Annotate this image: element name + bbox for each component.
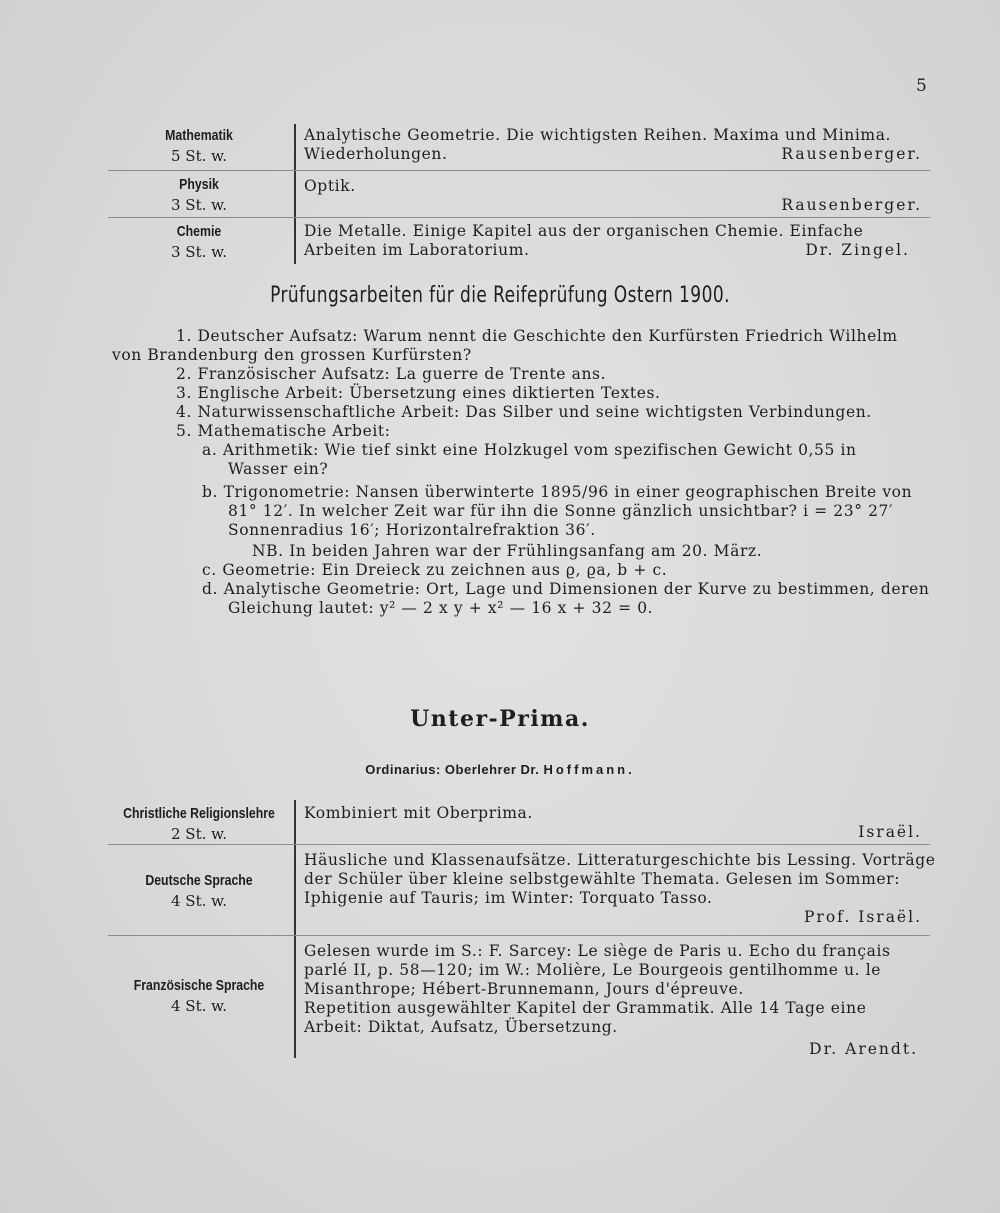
math-task: d. Analytische Geometrie: Ort, Lage und Dimensionen der Kurve zu bestimmen, deren	[202, 580, 930, 598]
math-task: b. Trigonometrie: Nansen überwinterte 1895/96 in einer geographischen Breite von	[202, 483, 913, 501]
subject-name: Chemie	[176, 223, 222, 240]
math-task: a. Arithmetik: Wie tief sinkt eine Holzkugel vom spezifischen Gewicht 0,55 in	[202, 441, 857, 459]
page-number: 5	[916, 76, 927, 96]
content-line: parlé II, p. 58—120; im W.: Molière, Le Bourgeois gentilhomme u. le	[304, 961, 882, 979]
class-heading: Unter-Prima.	[410, 706, 590, 732]
content-line: Wiederholungen.	[304, 145, 448, 163]
subject-hours: 4 St. w.	[171, 892, 227, 910]
subject-hours: 4 St. w.	[171, 997, 227, 1015]
math-task-continued: Sonnenradius 16′; Horizontalrefraktion 36′.	[228, 521, 596, 539]
subject-hours: 2 St. w.	[171, 825, 227, 843]
column-divider	[294, 936, 296, 1058]
teacher-name: Rausenberger.	[781, 196, 922, 214]
subject-content	[304, 171, 930, 215]
exam-item: 1. Deutscher Aufsatz: Warum nennt die Geschichte den Kurfürsten Friedrich Wilhelm	[176, 327, 898, 345]
ordinarius-name: Hoffmann.	[543, 762, 635, 777]
content-line: Repetition ausgewählter Kapitel der Grammatik. Alle 14 Tage eine	[304, 999, 867, 1017]
exam-item: 2. Französischer Aufsatz: La guerre de Trente ans.	[176, 365, 607, 383]
content-line: Häusliche und Klassenaufsätze. Litteraturgeschichte bis Lessing. Vorträge	[304, 851, 936, 869]
ordinarius-line	[0, 762, 1000, 777]
subject-name: Physik	[179, 176, 219, 193]
subject-row-mathematik	[108, 124, 930, 171]
column-divider	[294, 800, 296, 844]
ordinarius-label: Ordinarius: Oberlehrer Dr.	[365, 762, 540, 777]
math-task-continued: Gleichung lautet: y² — 2 x y + x² — 16 x + 32 = 0.	[228, 599, 654, 617]
exam-item: 4. Naturwissenschaftliche Arbeit: Das Silber und seine wichtigsten Verbindungen.	[176, 403, 872, 421]
content-line: Kombiniert mit Oberprima.	[304, 804, 533, 822]
column-divider	[294, 218, 296, 264]
exam-heading: Prüfungsarbeiten für die Reifeprüfung Ostern 1900.	[270, 283, 730, 308]
subject-content	[304, 800, 930, 842]
subject-name: Französische Sprache	[133, 977, 265, 994]
content-line: Misanthrope; Hébert-Brunnemann, Jours d'épreuve.	[304, 980, 744, 998]
teacher-name: Prof. Israël.	[804, 908, 922, 926]
content-line: Optik.	[304, 177, 356, 195]
subject-name: Deutsche Sprache	[145, 872, 253, 889]
exam-item: 5. Mathematische Arbeit:	[176, 422, 391, 440]
content-line: der Schüler über kleine selbstgewählte Themata. Gelesen im Sommer:	[304, 870, 901, 888]
math-task-continued: 81° 12′. In welcher Zeit war für ihn die Sonne gänzlich unsichtbar? i = 23° 27′	[228, 502, 894, 520]
content-line: Arbeiten im Laboratorium.	[304, 241, 530, 259]
upper-subjects-table	[108, 124, 930, 264]
subject-content	[304, 936, 930, 1059]
subject-row-chemie	[108, 218, 930, 264]
math-task-continued: Wasser ein?	[228, 460, 329, 478]
subject-row-physik	[108, 171, 930, 218]
content-line: Gelesen wurde im S.: F. Sarcey: Le siège de Paris u. Echo du français	[304, 942, 891, 960]
teacher-name: Rausenberger.	[781, 145, 922, 163]
subject-name: Christliche Religionslehre	[123, 805, 275, 822]
exam-list	[112, 327, 932, 618]
math-task: c. Geometrie: Ein Dreieck zu zeichnen aus ϱ, ϱa, b + c.	[202, 561, 668, 579]
content-line: Analytische Geometrie. Die wichtigsten Reihen. Maxima und Minima.	[304, 126, 892, 144]
column-divider	[294, 124, 296, 170]
subject-content	[304, 218, 930, 260]
subject-name: Mathematik	[165, 127, 233, 144]
subject-hours: 5 St. w.	[171, 147, 227, 165]
teacher-name: Israël.	[858, 823, 922, 841]
teacher-name: Dr. Zingel.	[805, 241, 910, 259]
subject-hours: 3 St. w.	[171, 196, 227, 214]
content-line: Die Metalle. Einige Kapitel aus der organischen Chemie. Einfache	[304, 222, 864, 240]
exam-item-continued: von Brandenburg den grossen Kurfürsten?	[112, 346, 472, 364]
subject-content	[304, 124, 930, 164]
subject-content	[304, 845, 936, 927]
note: NB. In beiden Jahren war der Frühlingsanfang am 20. März.	[252, 542, 763, 560]
content-line: Arbeit: Diktat, Aufsatz, Übersetzung.	[304, 1018, 618, 1036]
subject-row-deutsch	[108, 845, 936, 936]
column-divider	[294, 845, 296, 935]
subject-row-franzoesisch	[108, 936, 930, 1058]
exam-item: 3. Englische Arbeit: Übersetzung eines diktierten Textes.	[176, 384, 661, 402]
content-line: Iphigenie auf Tauris; im Winter: Torquato Tasso.	[304, 889, 713, 907]
lower-subjects-table	[108, 800, 936, 1058]
column-divider	[294, 171, 296, 217]
subject-row-religion	[108, 800, 930, 845]
subject-hours: 3 St. w.	[171, 243, 227, 261]
teacher-name: Dr. Arendt.	[809, 1040, 918, 1058]
